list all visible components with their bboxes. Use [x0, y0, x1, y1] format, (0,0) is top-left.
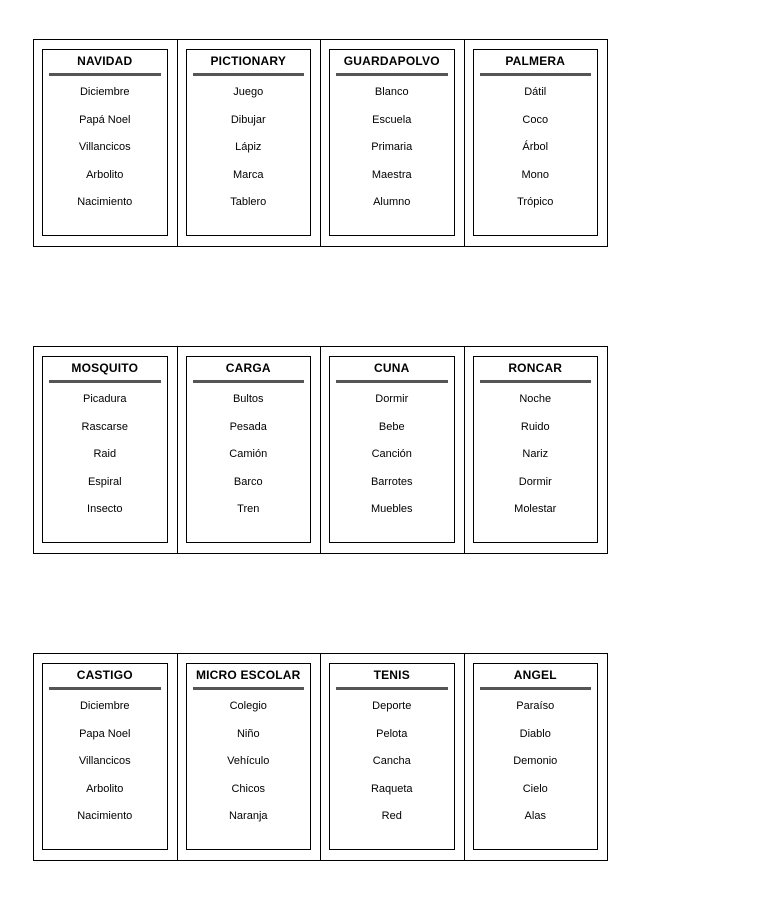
card-title: MICRO ESCOLAR: [195, 668, 301, 682]
card-cell: [34, 347, 177, 553]
forbidden-word: Barco: [233, 475, 263, 488]
forbidden-word-list: [187, 85, 311, 209]
card-cell: [320, 40, 464, 246]
word-card: [473, 356, 599, 543]
forbidden-word: Arbolito: [86, 168, 124, 181]
forbidden-word: Picadura: [83, 393, 127, 405]
forbidden-word: Vehículo: [227, 755, 270, 767]
forbidden-word: Nariz: [522, 448, 549, 460]
card-title: PALMERA: [505, 54, 566, 68]
forbidden-word: Árbol: [522, 141, 549, 153]
word-card: [186, 356, 312, 543]
forbidden-word: Lápiz: [235, 141, 262, 153]
card-cell: [464, 347, 608, 553]
title-underline: [480, 687, 592, 690]
forbidden-word-list: [330, 699, 454, 823]
forbidden-word: Red: [381, 810, 402, 822]
forbidden-word: Arbolito: [86, 782, 124, 795]
card-cell: [34, 40, 177, 246]
forbidden-word: Dormir: [375, 393, 409, 405]
word-card: [473, 663, 599, 850]
forbidden-word: Tren: [237, 503, 260, 515]
forbidden-word: Dátil: [524, 86, 547, 98]
forbidden-word: Papa Noel: [79, 727, 131, 740]
forbidden-word: Diciembre: [79, 86, 130, 98]
title-underline: [49, 73, 161, 76]
card-title: MOSQUITO: [71, 361, 139, 375]
forbidden-word: Tablero: [230, 196, 267, 208]
forbidden-word-list: [43, 699, 167, 823]
forbidden-word: Mono: [521, 168, 550, 181]
title-underline: [193, 687, 305, 690]
word-card: [329, 49, 455, 236]
forbidden-word-list: [187, 699, 311, 823]
title-underline: [193, 73, 305, 76]
card-title: PICTIONARY: [210, 54, 287, 68]
forbidden-word: Naranja: [228, 810, 268, 822]
card-title: CARGA: [225, 361, 271, 375]
forbidden-word: Papá Noel: [79, 113, 131, 126]
forbidden-word: Dormir: [518, 475, 552, 488]
forbidden-word-list: [43, 392, 167, 516]
title-underline: [49, 380, 161, 383]
card-cell: [464, 40, 608, 246]
forbidden-word: Villancicos: [78, 755, 131, 767]
card-title: CUNA: [374, 361, 410, 375]
forbidden-word: Muebles: [370, 503, 413, 515]
forbidden-word: Camión: [229, 448, 268, 460]
forbidden-word: Nacimiento: [77, 810, 133, 822]
forbidden-word: Nacimiento: [77, 196, 133, 208]
forbidden-word: Niño: [236, 727, 260, 740]
forbidden-word: Ruido: [520, 420, 550, 433]
word-card: [329, 663, 455, 850]
card-cell: [177, 654, 321, 860]
forbidden-word-list: [43, 85, 167, 209]
card-sheet: [33, 653, 608, 861]
title-underline: [480, 73, 592, 76]
forbidden-word: Maestra: [371, 168, 412, 181]
forbidden-word-list: [474, 392, 598, 516]
title-underline: [480, 380, 592, 383]
forbidden-word: Diablo: [519, 727, 551, 740]
forbidden-word: Noche: [519, 393, 552, 405]
forbidden-word: Blanco: [374, 86, 409, 98]
forbidden-word: Alumno: [373, 196, 411, 208]
forbidden-word: Cielo: [522, 782, 548, 795]
forbidden-word: Diciembre: [79, 700, 130, 712]
forbidden-word: Marca: [232, 168, 264, 181]
forbidden-word: Bebe: [378, 420, 405, 433]
forbidden-word: Juego: [233, 86, 264, 98]
forbidden-word: Deporte: [372, 700, 412, 712]
forbidden-word: Colegio: [229, 700, 267, 712]
forbidden-word: Canción: [371, 448, 412, 460]
title-underline: [49, 687, 161, 690]
forbidden-word: Dibujar: [230, 113, 266, 126]
word-card: [186, 49, 312, 236]
card-cell: [34, 654, 177, 860]
forbidden-word: Raqueta: [370, 782, 413, 795]
forbidden-word: Primaria: [371, 141, 413, 153]
card-title: CASTIGO: [76, 668, 133, 682]
forbidden-word: Cancha: [372, 755, 411, 767]
word-card: [186, 663, 312, 850]
card-title: RONCAR: [508, 361, 563, 375]
forbidden-word: Pelota: [376, 727, 408, 740]
title-underline: [336, 73, 448, 76]
word-card: [473, 49, 599, 236]
title-underline: [336, 687, 448, 690]
card-cell: [177, 347, 321, 553]
forbidden-word-list: [474, 85, 598, 209]
forbidden-word: Espiral: [87, 475, 122, 488]
card-cell: [177, 40, 321, 246]
card-sheet: [33, 39, 608, 247]
forbidden-word-list: [330, 392, 454, 516]
forbidden-word-list: [474, 699, 598, 823]
card-cell: [320, 654, 464, 860]
card-title: NAVIDAD: [77, 54, 133, 68]
forbidden-word: Coco: [522, 113, 549, 126]
card-title: GUARDAPOLVO: [343, 54, 440, 68]
title-underline: [193, 380, 305, 383]
word-card: [329, 356, 455, 543]
forbidden-word: Insecto: [87, 503, 123, 515]
title-underline: [336, 380, 448, 383]
forbidden-word-list: [187, 392, 311, 516]
card-sheet: [33, 346, 608, 554]
forbidden-word: Molestar: [514, 503, 557, 515]
forbidden-word: Rascarse: [81, 420, 128, 433]
forbidden-word: Demonio: [513, 755, 558, 767]
forbidden-word: Raid: [93, 448, 117, 460]
forbidden-word: Alas: [524, 810, 546, 822]
word-card: [42, 356, 168, 543]
word-card: [42, 49, 168, 236]
forbidden-word: Pesada: [229, 420, 267, 433]
forbidden-word: Chicos: [231, 782, 266, 795]
forbidden-word: Barrotes: [370, 475, 413, 488]
card-cell: [464, 654, 608, 860]
card-title: TENIS: [373, 668, 410, 682]
word-card: [42, 663, 168, 850]
forbidden-word: Trópico: [517, 196, 554, 208]
forbidden-word: Escuela: [372, 113, 412, 126]
forbidden-word-list: [330, 85, 454, 209]
forbidden-word: Villancicos: [78, 141, 131, 153]
forbidden-word: Bultos: [232, 393, 264, 405]
forbidden-word: Paraíso: [516, 700, 555, 712]
card-title: ANGEL: [513, 668, 557, 682]
card-cell: [320, 347, 464, 553]
